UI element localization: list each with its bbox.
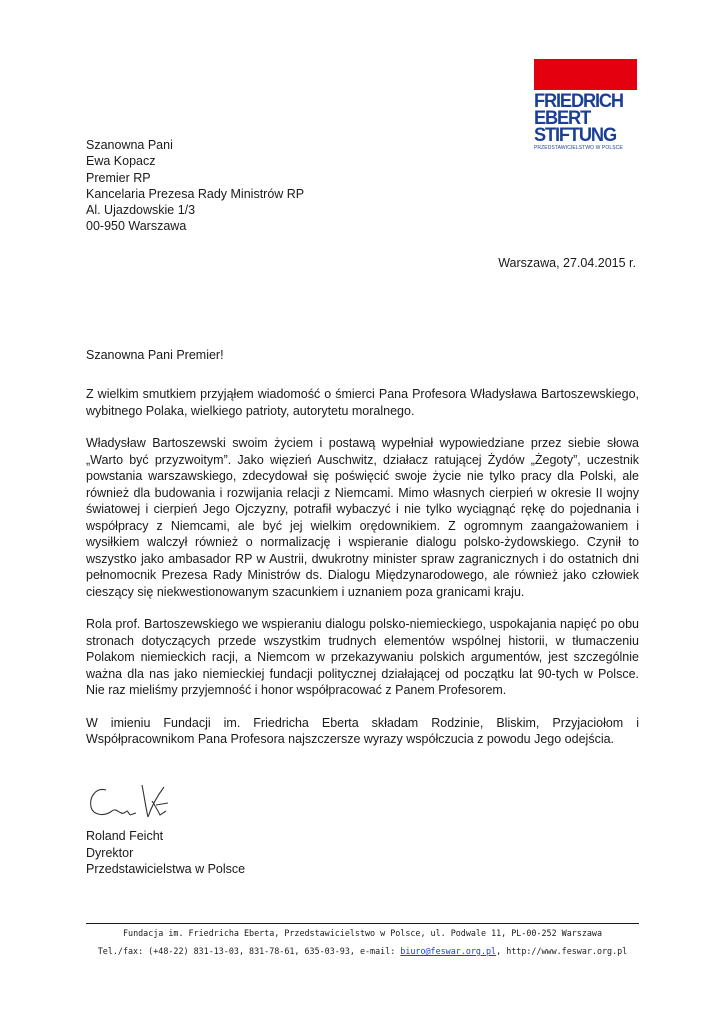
- footer-address: Fundacja im. Friedricha Eberta, Przedstawicielstwo w Polsce, ul. Podwale 11, PL-00-252 Warszawa: [122, 928, 602, 938]
- signer-unit: Przedstawicielstwa w Polsce: [86, 862, 246, 876]
- paragraph-3: Rola prof. Bartoszewskiego we wspieraniu dialogu polsko-niemieckiego, uspokajania napięć po obu stronach dotyczących przede wszystkim trudnych elementów wspólnej historii, w tłumaczeniu Polakom niemieckich racji, a Niemcom w przekazywaniu polskich argumentów, jest szczególnie ważna dla nas jako niemieckiej fundacji politycznej działającej od początku lat 90-tych w Polsce. Nie raz mieliśmy przyjemność i honor współpracować z Panem Profesorem.: [86, 617, 639, 697]
- recipient-street: Al. Ujazdowskie 1/3: [86, 203, 196, 218]
- paragraph-4: W imieniu Fundacji im. Friedricha Eberta składam Rodzinie, Bliskim, Przyjaciołom i Współpracownikom Pana Profesora najszczersze wyrazy współczucia z powodu Jego odejścia.: [86, 715, 639, 746]
- letter-date: Warszawa, 27.04.2015 r.: [498, 256, 636, 270]
- recipient-city: 00-950 Warszawa: [86, 219, 187, 234]
- handwritten-signature: [86, 775, 176, 825]
- recipient-name: Ewa Kopacz: [86, 154, 156, 169]
- logo-red-bar: [534, 59, 637, 90]
- recipient-address: [86, 137, 304, 235]
- recipient-title: Premier RP: [86, 170, 151, 185]
- footer-contact-suffix: , http://www.feswar.org.pl: [496, 946, 628, 956]
- logo-subtitle: PRZEDSTAWICIELSTWO W POLSCE: [534, 145, 623, 151]
- logo-line-ebert: EBERT: [534, 108, 591, 129]
- footer-contact: [86, 946, 639, 956]
- logo-line-friedrich: FRIEDRICH: [534, 91, 623, 112]
- signer-block: [86, 828, 245, 878]
- paragraph-1: Z wielkim smutkiem przyjąłem wiadomość o śmierci Pana Profesora Władysława Bartoszewskiego, wybitnego Polaka, wielkiego patrioty, autorytetu moralnego.: [86, 387, 639, 418]
- letter-body: [86, 386, 639, 764]
- footer-divider: [86, 923, 639, 924]
- footer-contact-prefix: Tel./fax: (+48-22) 831-13-03, 831-78-61, 635-03-93, e-mail:: [97, 946, 401, 956]
- letter-greeting: Szanowna Pani Premier!: [86, 348, 224, 362]
- signer-role: Dyrektor: [86, 845, 134, 860]
- paragraph-2: Władysław Bartoszewski swoim życiem i postawą wypełniał wypowiedziane przez siebie słowa „Warto być przyzwoitym”. Jako więzień Auschwitz, działacz ratującej Żydów „Żegoty”, uczestnik powstania warszawskiego, zdecydował się poświęcić swoje życie nie tylko pracy dla Polski, ale również dla budowania i rozwijania relacji z Niemcami. Mimo własnych cierpień w okresie II wojny światowej i cierpień Jego Ojczyzny, potrafił wybaczyć i nie tylko wyciągnąć rękę do pojednania i współpracy z Niemcami, ale być jej wielkim orędownikiem. Z ogromnym zaangażowaniem i wysiłkiem walczył również o normalizację i wspieranie dialogu polsko-żydowskiego. Czynił to wszystko jako ambasador RP w Austrii, dwukrotny minister spraw zagranicznych i do ostatnich dni pełnomocnik Prezesa Rady Ministrów ds. Dialogu Międzynarodowego, ale również jako człowiek cieszący się niekwestionowanym szacunkiem i uznaniem poza granicami kraju.: [86, 436, 639, 599]
- recipient-salutation: Szanowna Pani: [86, 138, 173, 152]
- logo-line-stiftung: STIFTUNG: [534, 125, 616, 146]
- signer-name: Roland Feicht: [86, 829, 164, 843]
- footer-email-link[interactable]: biuro@feswar.org.pl: [400, 946, 497, 956]
- fes-logo: [534, 59, 637, 151]
- recipient-office: Kancelaria Prezesa Rady Ministrów RP: [86, 186, 305, 201]
